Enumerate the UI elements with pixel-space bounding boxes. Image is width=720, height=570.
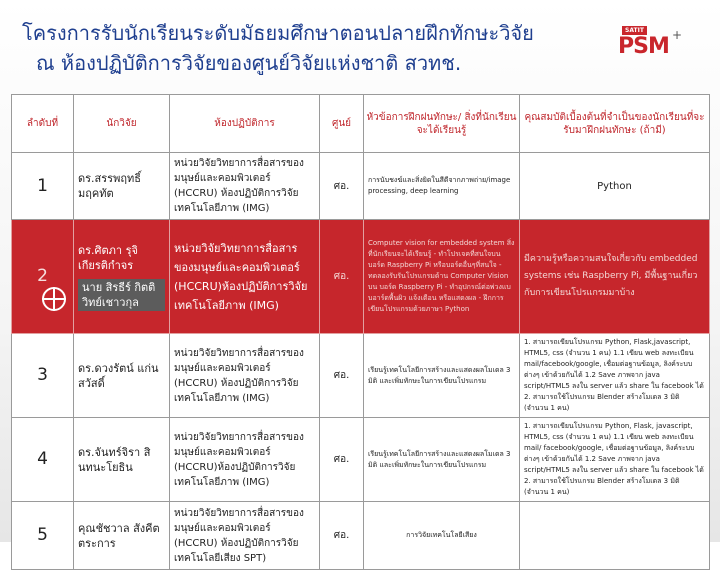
center-name: ศอ. [320,418,364,502]
qualifications-text: 1. สามารถเขียนโปรแกรม Python, Flask,javascript, HTML5, css (จำนวน 1 คน) 1.1 เขียน web ลงทะเบียน mail/facebook/google, เชื่อมต่อฐานข้อมูล, ลิงค์ระบบต่างๆ เข้าด้วยกันได้ 1.2 Save ภาพจาก java script/HTML5 ลงใน server แล้ว share ใน facebook ได้ 2. สามารถใช้โปรแกรม Blender สร้างโมเดล 3 มิติ (จำนวน 1 คน) [520,334,710,418]
center-name: ศอ. [320,220,364,334]
row-number: 5 [12,502,74,570]
center-name: ศอ. [320,153,364,220]
table-header-row [12,95,710,153]
table-row [12,153,710,220]
lab-name: หน่วยวิจัยวิทยาการสื่อสารของมนุษย์และคอมพิวเตอร์ (HCCRU) ห้องปฏิบัติการวิจัยเทคโนโลยีภาพ (IMG) [170,334,320,418]
title-line-1: โครงการรับนักเรียนระดับมัธยมศึกษาตอนปลายฝึกทักษะวิจัย [22,21,534,45]
researcher-name: ดร.ศิตภา รุจิเกียรติกำจร [78,243,138,272]
center-name: ศอ. [320,502,364,570]
lab-name: หน่วยวิจัยวิทยาการสื่อสารของมนุษย์และคอมพิวเตอร์ (HCCRU)ห้องปฏิบัติการวิจัยเทคโนโลยีภาพ (IMG) [170,418,320,502]
researcher-name: ดร.ดวงรัตน์ แก่นสวัสดิ์ [74,334,170,418]
logo-psm: PSM [618,34,669,59]
topics-text: การวิจัยเทคโนโลยีเสียง [364,502,520,570]
table-row [12,334,710,418]
logo-plus: + [672,28,683,42]
qualifications-text [520,502,710,570]
header-lab: ห้องปฏิบัติการ [170,95,320,153]
lab-name: หน่วยวิจัยวิทยาการสื่อสารของมนุษย์และคอมพิวเตอร์ (HCCRU)ห้องปฏิบัติการวิจัยเทคโนโลยีภาพ (IMG) [170,220,320,334]
center-name: ศอ. [320,334,364,418]
lab-name: หน่วยวิจัยวิทยาการสื่อสารของมนุษย์และคอมพิวเตอร์ (HCCRU) ห้องปฏิบัติการวิจัยเทคโนโลยีเสียง SPT) [170,502,320,570]
header-qualifications: คุณสมบัติเบื้องต้นที่จำเป็นของนักเรียนที่จะรับมาฝึกฝนทักษะ (ถ้ามี) [520,95,710,153]
researcher-name: ดร.จันทร์จิรา สินทนะโยธิน [74,418,170,502]
header-order: ลำดับที่ [12,95,74,153]
qualifications-text: Python [520,153,710,220]
qualifications-text: มีความรู้หรือความสนใจเกี่ยวกับ embedded systems เช่น Raspberry Pi, มีพื้นฐานเกี่ยวกับการเขียนโปรแกรมมาบ้าง [520,220,710,334]
page-title [22,18,602,78]
header-topics: หัวข้อการฝึกฝนทักษะ/ สิ่งที่นักเรียนจะได้เรียนรู้ [364,95,520,153]
topics-text: Computer vision for embedded system สิ่งที่นักเรียนจะได้เรียนรู้ - ทำโปรเจคที่สนใจบนบอร์ด Raspberry Pi หรือบอร์ดอื่นๆที่สนใจ - ทดลองรับรันโปรแกรมด้าน Computer Vision บน บอร์ด Raspberry Pi - ทำอุปกรณ์ต่อพ่วงแบบอาร์ดพื้นผิว แจ้งเตือน หรือแสดงผล - ฝึกการเขียนโปรแกรมด้วยภาษา Python [364,220,520,334]
researcher-name: ดร.สรรพฤทธิ์ มฤคทัต [74,153,170,220]
title-line-2: ณ ห้องปฏิบัติการวิจัยของศูนย์วิจัยแห่งชาติ สวทช. [36,51,462,75]
table-row-highlighted [12,220,710,334]
row-number: 4 [12,418,74,502]
row-number: 3 [12,334,74,418]
topics-text: การนับชงฆ์และสิ่งยิดในสีดีจากภาพถ่าย/image processing, deep learning [364,153,520,220]
qualifications-text: 1. สามารถเขียนโปรแกรม Python, Flask, javascript, HTML5, css (จำนวน 1 คน) 1.1 เขียน web ลงทะเบียน mail/ facebook/google, เชื่อมต่อฐานข้อมูล, ลิงค์ระบบต่างๆ เข้าด้วยกันได้ 1.2 Save ภาพจาก java script/HTML5 ลงใน server แล้ว share ใน facebook ได้ 2. สามารถใช้โปรแกรม Blender สร้างโมเดล 3 มิติ (จำนวน 1 คน) [520,418,710,502]
header-researcher: นักวิจัย [74,95,170,153]
header-center: ศูนย์ [320,95,364,153]
table-row [12,502,710,570]
projects-table [11,94,710,570]
second-researcher-wrap [78,273,165,311]
second-researcher-name: นาย สิรธีร์ กิตติวิทย์เชาวกุล [78,279,165,311]
globe-icon [42,287,66,311]
topics-text: เรียนรู้เทคโนโลยีการสร้างและแสดงผลโมเดล 3 มิติ และเพิ่มทักษะในการเขียนโปรแกรม [364,334,520,418]
row-number: 2 [12,220,74,334]
researcher-cell [74,220,170,334]
logo-satit: SATIT [622,26,647,35]
row-number: 1 [12,153,74,220]
topics-text: เรียนรู้เทคโนโลยีการสร้างและแสดงผลโมเดล 3 มิติ และเพิ่มทักษะในการเขียนโปรแกรม [364,418,520,502]
researcher-name: คุณชัชวาล สังคีตตระการ [74,502,170,570]
lab-name: หน่วยวิจัยวิทยาการสื่อสารของมนุษย์และคอมพิวเตอร์ (HCCRU) ห้องปฏิบัติการวิจัยเทคโนโลยีภาพ (IMG) [170,153,320,220]
psm-logo [614,26,686,68]
table-row [12,418,710,502]
